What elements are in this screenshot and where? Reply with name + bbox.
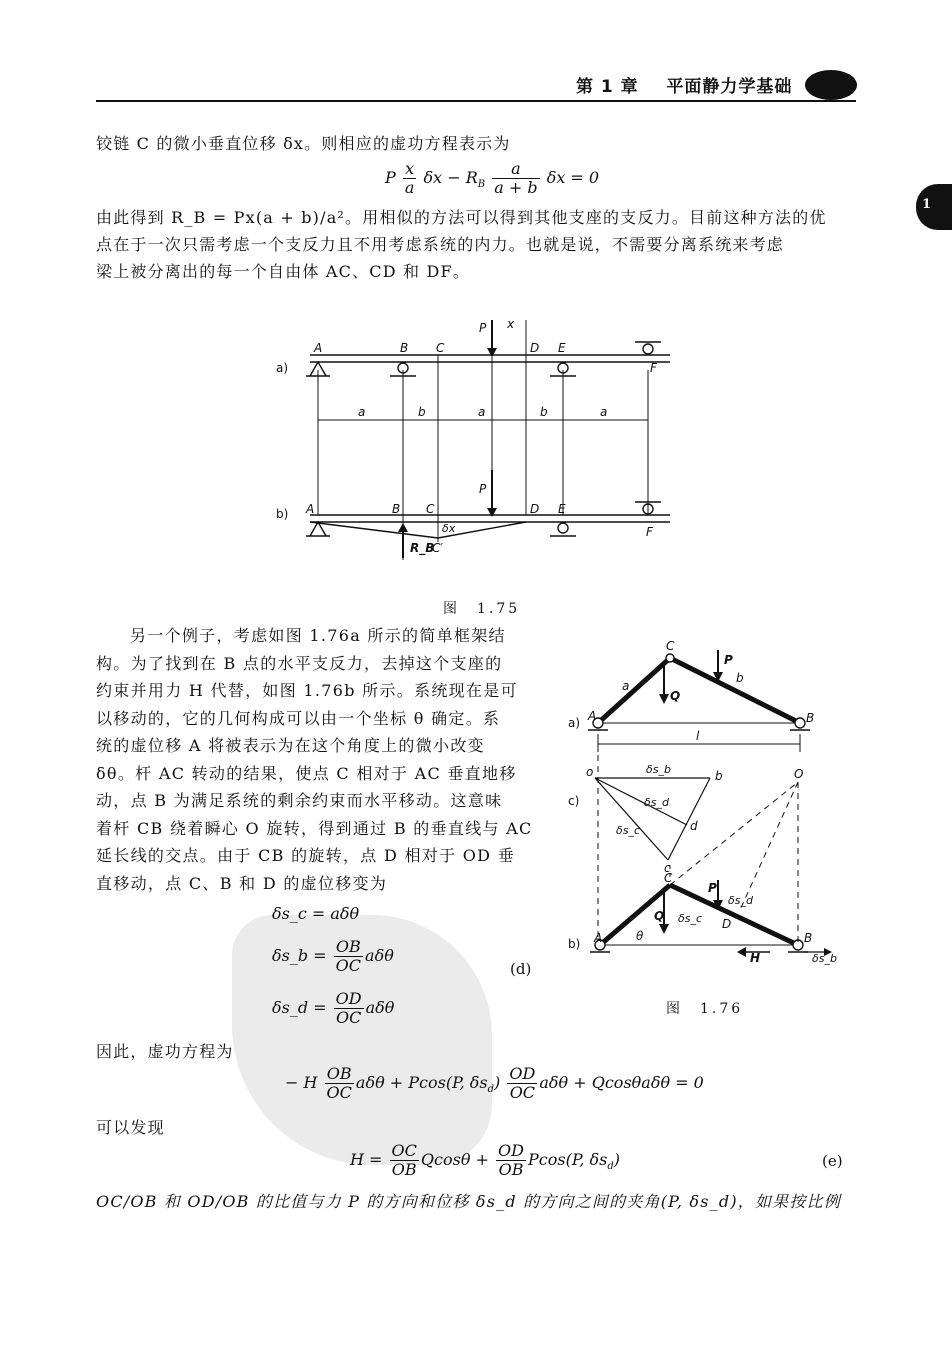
equation-1: P $\frac{x}{a}$ $\delta x - R_B$ $\frac{a}{a + b}$ δx = 0 bbox=[385, 159, 600, 197]
figure-1-75-caption: 图 1.75 bbox=[443, 601, 521, 617]
fig176-label-dsb-b: δs_b bbox=[812, 952, 837, 965]
fig176-label-a: a bbox=[622, 679, 630, 693]
fig175-dim-a2: a bbox=[478, 405, 486, 419]
fig175-label-x: x bbox=[507, 317, 515, 331]
fig175-dim-b2: b bbox=[540, 405, 548, 419]
fig175-label-E: E bbox=[558, 341, 566, 355]
fig176-label-c: c bbox=[664, 861, 671, 875]
fig176-label-P-b: P bbox=[708, 881, 717, 895]
fig176-label-d: d bbox=[690, 819, 698, 833]
equation-d-line-3: δs_d = $\frac{OD}{OC}$ aδθ bbox=[272, 989, 395, 1027]
chapter-title: 平面静力学基础 bbox=[666, 77, 793, 97]
paragraph-3-line: 约束并用力 H 代替，如图 1.76b 所示。系统现在是可 bbox=[96, 681, 518, 700]
fig175-dim-a3: a bbox=[600, 405, 608, 419]
fig176-label-B: B bbox=[806, 711, 815, 725]
fig175-label-E-b: E bbox=[558, 502, 566, 516]
fig175-label-F-b: F bbox=[646, 525, 653, 539]
equation-3: H = $\frac{OC}{OB}$ Qcosθ + $\frac{OD}{OB}$ Pcos(P, $\delta s_d$) bbox=[350, 1141, 621, 1179]
fig175-label-RB: R_B bbox=[410, 541, 435, 555]
paragraph-3-line: 着杆 CB 绕着瞬心 O 旋转，得到通过 B 的垂直线与 AC bbox=[96, 818, 533, 838]
fig175-row-a-label: a) bbox=[276, 361, 289, 375]
paragraph-2 bbox=[96, 204, 866, 285]
figure-1-75 bbox=[270, 310, 690, 570]
paragraph-1: 铰链 C 的微小垂直位移 δx。则相应的虚功方程表示为 bbox=[96, 134, 511, 153]
fig175-label-P-b: P bbox=[479, 482, 487, 496]
figure-1-76 bbox=[560, 630, 860, 975]
fig176-label-H: H bbox=[750, 951, 761, 965]
fig175-label-A-b: A bbox=[306, 502, 315, 516]
fig175-label-C: C bbox=[436, 341, 445, 355]
fig175-label-P: P bbox=[479, 321, 487, 335]
equation-d-tag: (d) bbox=[510, 960, 532, 978]
paragraph-6: OC/OB 和 OD/OB 的比值与力 P 的方向和位移 δs_d 的方向之间的夹角(P, δs_d)，如果按比例 bbox=[96, 1192, 841, 1211]
fig175-dim-b1: b bbox=[418, 405, 426, 419]
fig176-label-dsd: δs_d bbox=[644, 796, 669, 809]
paragraph-3-line: 延长线的交点。由于 CB 的旋转，点 D 相对于 OD 垂 bbox=[96, 846, 515, 865]
fig176-label-dsb: δs_b bbox=[646, 763, 671, 776]
paragraph-2-line: 由此得到 R_B = Px(a + b)/a²。用相似的方法可以得到其他支座的支反力。目前这种方法的优 bbox=[96, 208, 827, 227]
header-rule bbox=[96, 100, 856, 102]
fig176-label-dsc-b: δs_c bbox=[678, 912, 703, 925]
fig176-row-a-label: a) bbox=[568, 716, 581, 730]
fig176-label-A-b: A bbox=[594, 931, 603, 945]
fig176-label-C-b: C bbox=[664, 871, 673, 885]
paragraph-3-line: 另一个例子，考虑如图 1.76a 所示的简单框架结 bbox=[130, 626, 506, 645]
equation-d-line-2: δs_b = $\frac{OB}{OC}$ aδθ bbox=[272, 937, 394, 975]
fig176-label-dsd-b: δs_d bbox=[728, 894, 753, 907]
paragraph-5: 可以发现 bbox=[96, 1118, 165, 1137]
equation-d-line-1: δs_c = aδθ bbox=[272, 904, 360, 923]
paragraph-2-line: 梁上被分离出的每一个自由体 AC、CD 和 DF。 bbox=[96, 262, 471, 281]
fig176-label-b: b bbox=[736, 671, 744, 685]
fig175-label-D: D bbox=[530, 341, 540, 355]
paragraph-3-line: 直移动，点 C、B 和 D 的虚位移变为 bbox=[96, 873, 388, 893]
fig175-row-b-label: b) bbox=[276, 507, 289, 521]
paragraph-4: 因此，虚功方程为 bbox=[96, 1042, 234, 1061]
chapter-number: 第 1 章 bbox=[576, 77, 639, 97]
fig176-label-l: l bbox=[696, 729, 700, 743]
chapter-tab: 1 bbox=[916, 184, 952, 230]
fig176-label-P: P bbox=[724, 653, 733, 667]
fig175-label-A: A bbox=[314, 341, 323, 355]
paragraph-3 bbox=[96, 622, 551, 897]
fig175-label-C-b: C bbox=[426, 502, 435, 516]
fig176-label-B-b: B bbox=[804, 931, 813, 945]
fig176-label-O: O bbox=[794, 767, 804, 781]
paragraph-3-line: 统的虚位移 A 将被表示为在这个角度上的微小改变 bbox=[96, 736, 485, 755]
paragraph-3-line: 以移动的，它的几何构成可以由一个坐标 θ 确定。系 bbox=[96, 708, 501, 728]
figure-1-76-caption: 图 1.76 bbox=[666, 1001, 744, 1017]
fig175-label-F: F bbox=[650, 361, 657, 375]
paragraph-3-line: 构。为了找到在 B 点的水平支反力，去掉这个支座的 bbox=[96, 653, 503, 673]
fig176-label-A: A bbox=[588, 709, 597, 723]
fig175-label-D-b: D bbox=[530, 502, 540, 516]
fig175-dim-a1: a bbox=[358, 405, 366, 419]
paragraph-2-line: 点在于一次只需考虑一个支反力且不用考虑系统的内力。也就是说，不需要分离系统来考虑 bbox=[96, 235, 785, 254]
fig176-label-b-c: b bbox=[715, 769, 723, 783]
fig176-label-Q: Q bbox=[670, 689, 681, 703]
fig176-label-o: o bbox=[586, 765, 594, 779]
fig175-label-dx: δx bbox=[442, 522, 456, 535]
equation-2: − H $\frac{OB}{OC}$ aδθ + Pcos(P, $\delta s_d$) $\frac{OD}{OC}$ aδθ + Qcosθaδθ = 0 bbox=[285, 1064, 704, 1102]
fig176-label-theta: θ bbox=[636, 929, 644, 943]
fig175-label-Cp: C′ bbox=[432, 541, 444, 555]
fig176-row-c-label: c) bbox=[568, 794, 580, 808]
fig176-label-D: D bbox=[722, 917, 732, 931]
fig175-label-B-b: B bbox=[392, 502, 401, 516]
paragraph-3-line: 动，点 B 为满足系统的剩余约束而水平移动。这意味 bbox=[96, 791, 503, 810]
fig176-label-Q-b: Q bbox=[654, 909, 665, 923]
equation-e-tag: (e) bbox=[822, 1152, 843, 1170]
fig176-label-dsc: δs_c bbox=[616, 824, 641, 837]
paragraph-3-line: δθ。杆 AC 转动的结果，使点 C 相对于 AC 垂直地移 bbox=[96, 763, 517, 783]
fig176-row-b-label: b) bbox=[568, 937, 581, 951]
fig175-label-B: B bbox=[400, 341, 409, 355]
fig176-label-C: C bbox=[666, 639, 675, 653]
header-blob-decoration bbox=[805, 70, 857, 100]
